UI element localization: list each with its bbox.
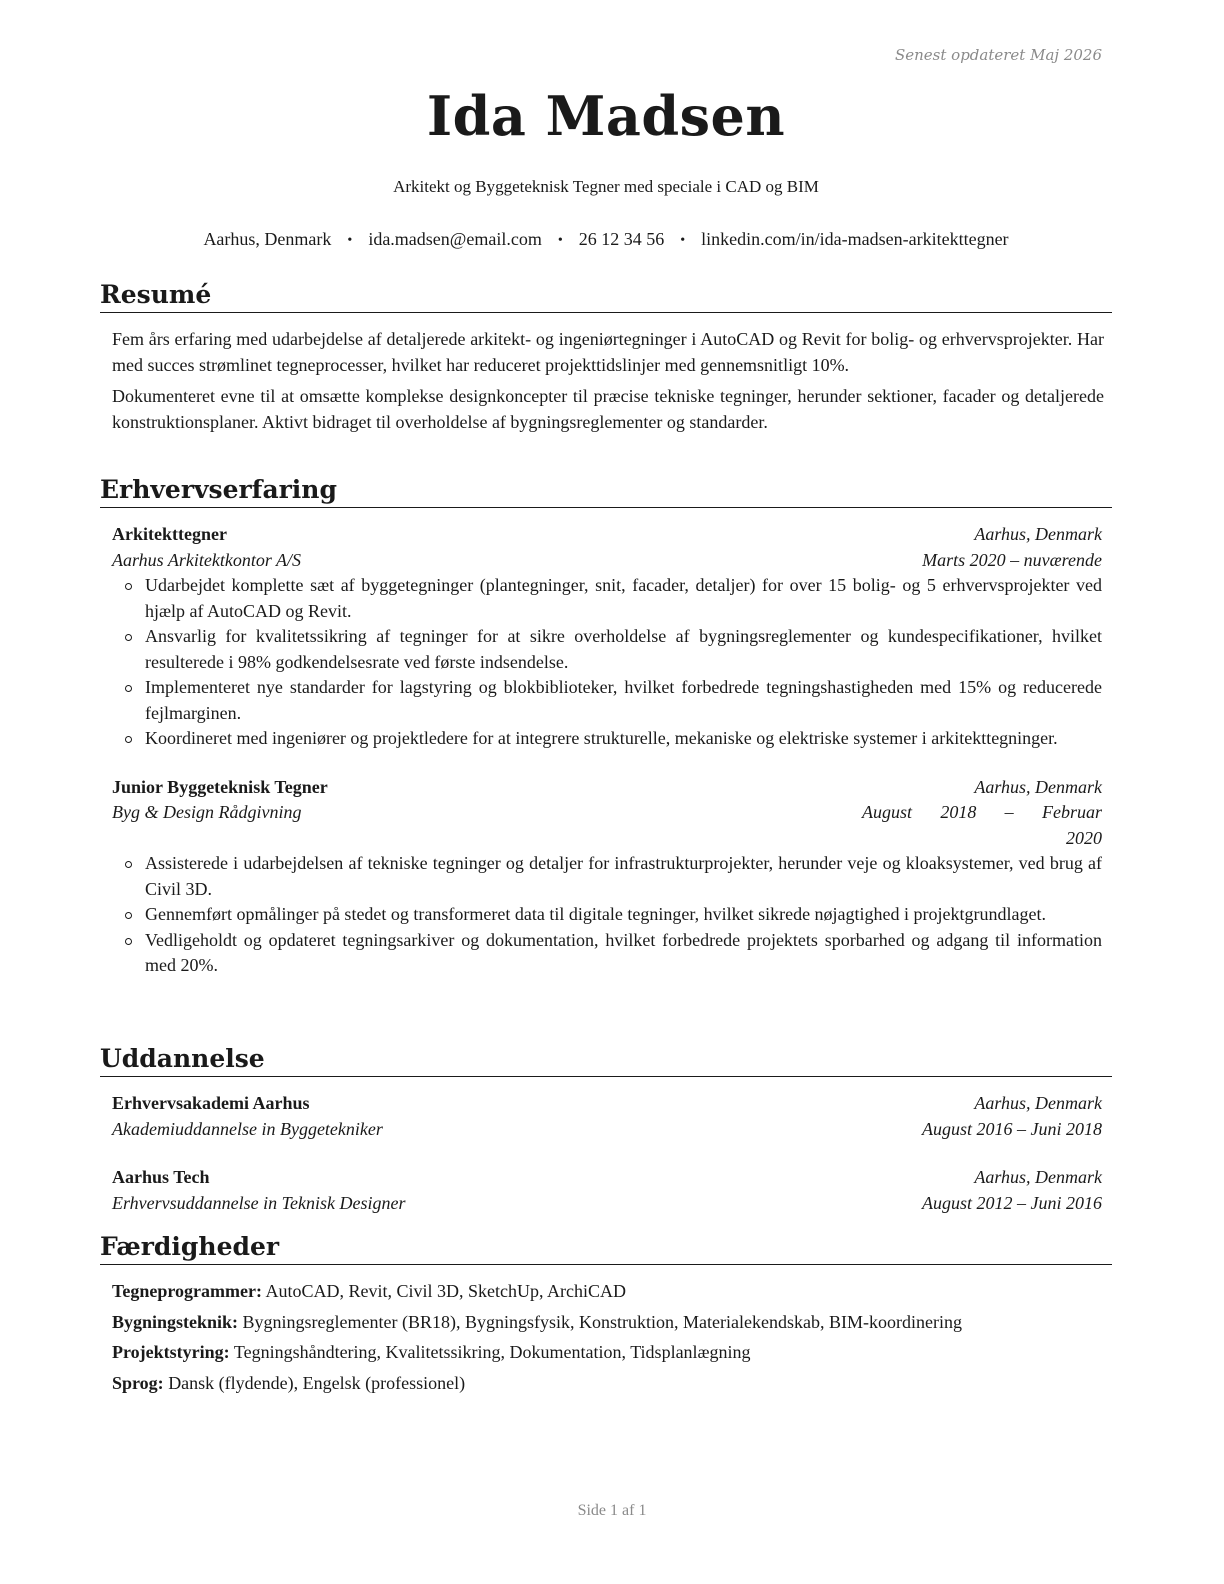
job-location: Aarhus, Denmark (974, 524, 1102, 544)
job-location: Aarhus, Denmark (974, 776, 1102, 797)
education-entry (100, 1091, 1112, 1142)
job-dates: Marts 2020 – nuværende (922, 549, 1102, 570)
job-title: Arkitekttegner (112, 524, 227, 544)
summary-paragraph: Dokumenteret evne til at omsætte komplekse designkoncepter til præcise tekniske tegninger, herunder sektioner, facader og detaljerede konstruktionsplaner. Aktivt bidraget til overholdelse af bygningsreglementer og standarder. (112, 386, 1104, 432)
education-dates: August 2012 – Juni 2016 (922, 1192, 1102, 1213)
list-item: Koordineret med ingeniører og projektledere for at integrere strukturelle, mekaniske og elektriske systemer i arkitekttegninger. (132, 726, 1102, 752)
list-item: Assisterede i udarbejdelsen af tekniske tegninger og detaljer for infrastrukturprojekter, herunder veje og kloaksystemer, ved brug af Civil 3D. (132, 851, 1102, 902)
list-item: Udarbejdet komplette sæt af byggetegninger (plantegninger, snit, facader, detaljer) for over 15 bolig- og 5 erhvervsprojekter ved hjælp af AutoCAD og Revit. (132, 573, 1102, 624)
contact-phone[interactable]: 26 12 34 56 (578, 229, 665, 249)
education-dates: August 2016 – Juni 2018 (922, 1118, 1102, 1139)
skill-value: Bygningsreglementer (BR18), Bygningsfysik, Konstruktion, Materialekendskab, BIM-koordinering (242, 1311, 962, 1332)
section-title-summary: Resumé (100, 279, 1112, 313)
contact-location: Aarhus, Denmark (203, 229, 332, 249)
skills-section (100, 1231, 1112, 1401)
job-bullets (112, 573, 1102, 752)
separator-dot: • (557, 233, 563, 248)
summary-paragraph: Fem års erfaring med udarbejdelse af detaljerede arkitekt- og ingeniørtegninger i AutoCAD og Revit for bolig- og erhvervsprojekter. Har med succes strømlinet tegneprocesser, hvilket har reduceret projekttidslinjer med gennemsnitligt 10%. (112, 329, 1104, 375)
contact-line (100, 229, 1112, 250)
job-bullets (112, 851, 1102, 979)
school-name: Erhvervsakademi Aarhus (112, 1093, 310, 1113)
school-location: Aarhus, Denmark (974, 1167, 1102, 1187)
skill-row (112, 1279, 1104, 1305)
contact-email[interactable]: ida.madsen@email.com (368, 229, 542, 249)
skill-label: Bygningsteknik: (112, 1311, 239, 1332)
summary-section (100, 279, 1112, 435)
section-title-education: Uddannelse (100, 1043, 1112, 1077)
skill-row (112, 1371, 1104, 1397)
school-name: Aarhus Tech (112, 1167, 210, 1187)
summary-body (100, 327, 1112, 435)
page-number: Side 1 af 1 (577, 1502, 647, 1519)
education-section (100, 1043, 1112, 1216)
job-entry (100, 522, 1112, 752)
list-item: Ansvarlig for kvalitetssikring af tegninger for at sikre overholdelse af bygningsreglementer og kundespecifikationer, hvilket resulterede i 98% godkendelsesrate ved første indsendelse. (132, 624, 1102, 675)
skill-label: Sprog: (112, 1372, 164, 1393)
degree: Akademiuddannelse in Byggetekniker (112, 1118, 383, 1139)
skill-label: Projektstyring: (112, 1342, 230, 1362)
job-company: Byg & Design Rådgivning (112, 802, 302, 822)
job-entry (100, 775, 1112, 979)
last-updated: Senest opdateret Maj 2026 (894, 46, 1102, 64)
job-title: Junior Byggeteknisk Tegner (112, 776, 328, 797)
section-title-skills: Færdigheder (100, 1231, 1112, 1265)
tagline: Arkitekt og Byggeteknisk Tegner med speciale i CAD og BIM (393, 177, 819, 196)
separator-dot: • (680, 233, 686, 248)
education-entry (100, 1165, 1112, 1216)
experience-section (100, 474, 1112, 979)
contact-linkedin[interactable]: linkedin.com/in/ida-madsen-arkitekttegner (701, 229, 1009, 249)
separator-dot: • (347, 233, 353, 248)
candidate-name: Ida Madsen (426, 84, 786, 148)
section-title-experience: Erhvervserfaring (100, 474, 1112, 508)
skills-body (100, 1279, 1112, 1396)
skill-label: Tegneprogrammer: (112, 1281, 262, 1301)
skill-row (112, 1310, 1104, 1336)
degree: Erhvervsuddannelse in Teknisk Designer (112, 1192, 406, 1213)
list-item: Implementeret nye standarder for lagstyring og blokbiblioteker, hvilket forbedrede tegningshastigheden med 15% og reducerede fejlmarginen. (132, 675, 1102, 726)
job-dates: August 2018 – Februar 2020 (862, 802, 1102, 848)
school-location: Aarhus, Denmark (974, 1093, 1102, 1113)
list-item: Gennemført opmålinger på stedet og transformeret data til digitale tegninger, hvilket sikrede nøjagtighed i projektgrundlaget. (132, 902, 1102, 928)
skill-value: AutoCAD, Revit, Civil 3D, SketchUp, ArchiCAD (265, 1281, 626, 1301)
job-company: Aarhus Arkitektkontor A/S (112, 549, 301, 570)
skill-value: Dansk (flydende), Engelsk (professionel) (168, 1372, 466, 1393)
skill-value: Tegningshåndtering, Kvalitetssikring, Dokumentation, Tidsplanlægning (233, 1342, 751, 1362)
list-item: Vedligeholdt og opdateret tegningsarkiver og dokumentation, hvilket forbedrede projektets sporbarhed og adgang til information med 20%. (132, 928, 1102, 979)
skill-row (112, 1340, 1104, 1366)
